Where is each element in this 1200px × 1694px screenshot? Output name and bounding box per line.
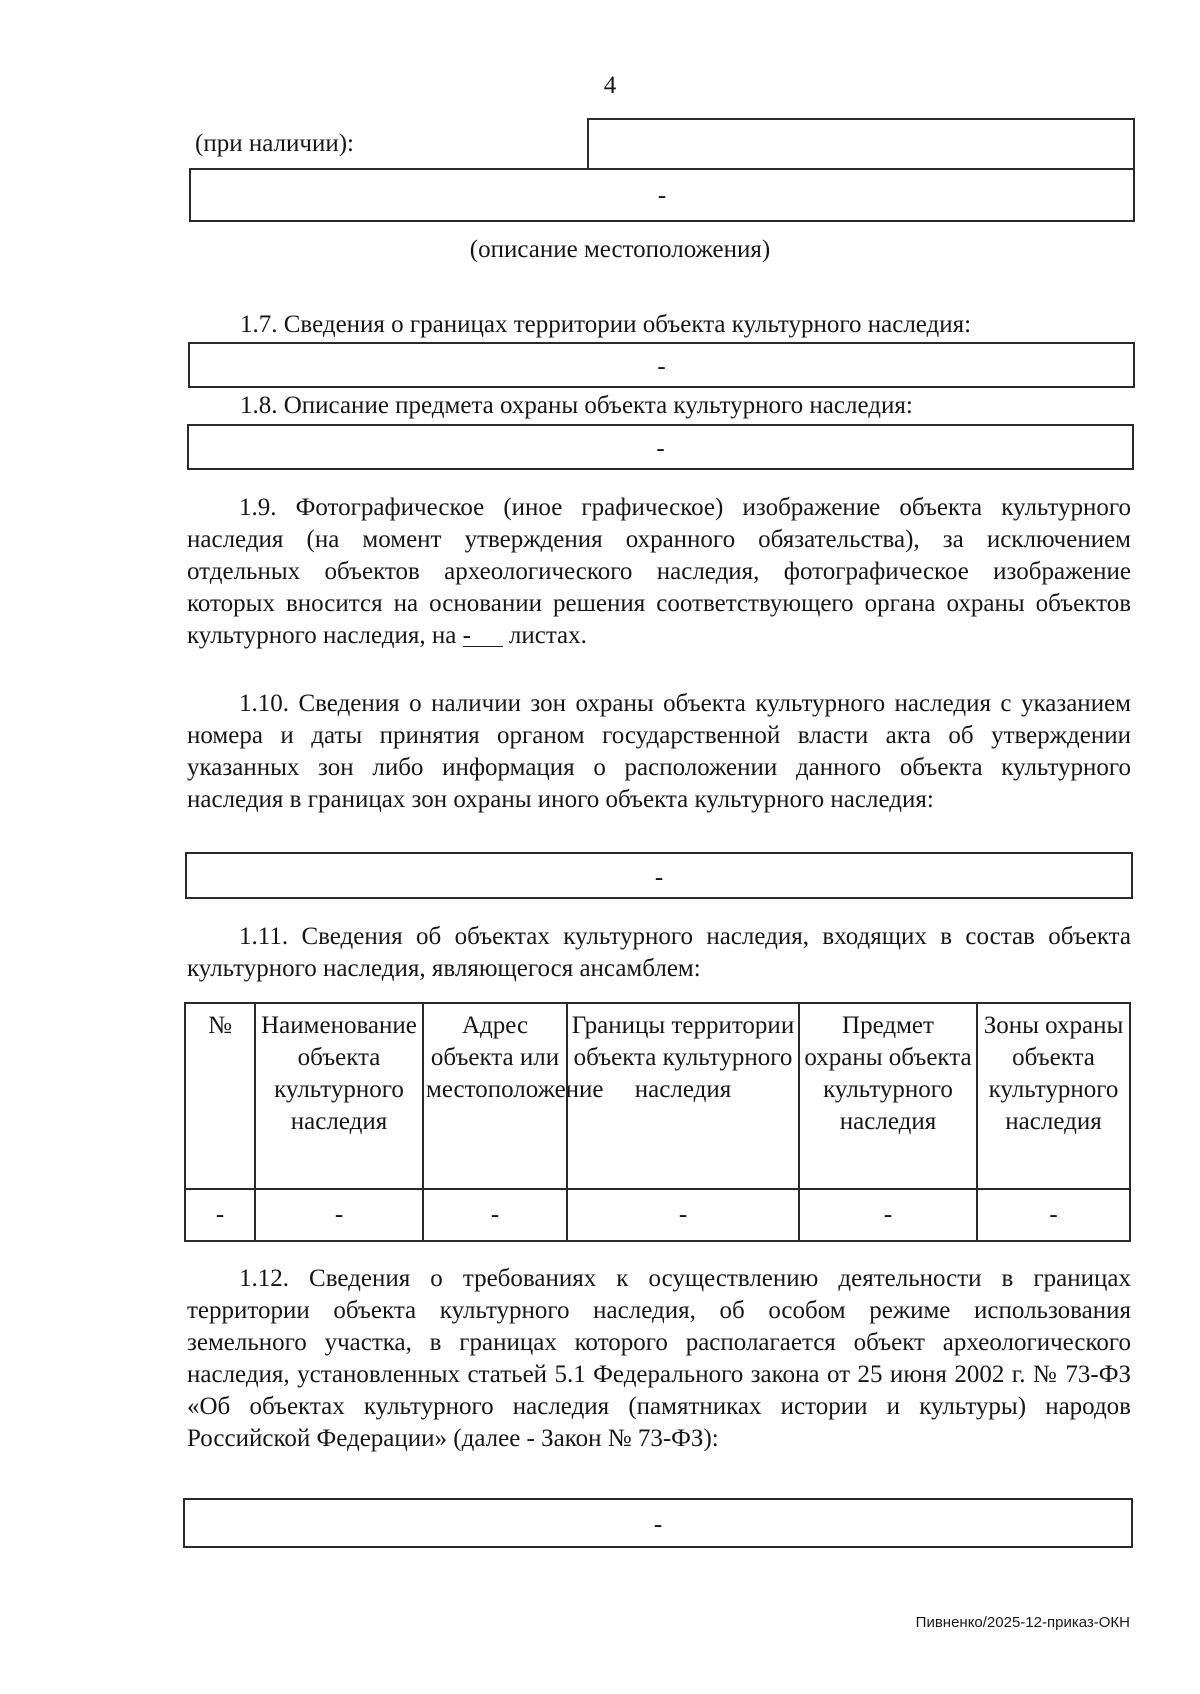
section-1-11-text: 1.11. Сведения об объектах культурного наследия, входящих в состав объекта культурного наследия, являющегося ансамблем: <box>187 923 1131 982</box>
section-1-7-heading: 1.7. Сведения о границах территории объекта культурного наследия: <box>240 311 972 338</box>
location-extra-box <box>587 118 1135 170</box>
location-value: - <box>657 182 667 209</box>
section-1-7-value-box <box>188 342 1135 388</box>
footer-reference: Пивненко/2025-12-приказ-ОКН <box>915 1614 1130 1631</box>
col-header-subject: Предмет охраны объекта культурного наследия <box>799 1003 977 1189</box>
section-1-12-text: 1.12. Сведения о требованиях к осуществлению деятельности в границах территории объекта культурного наследия, об особом режиме использования земельного участка, в границах которого располагается объект археологического наследия, установленных статьей 5.1 Федерального закона от 25 июня 2002 г. № 73-ФЗ «Об объектах культурного наследия (памятниках истории и культуры) народов Российской Федерации» (далее - Закон № 73-ФЗ): <box>187 1265 1131 1452</box>
col-header-address: Адрес объекта или местоположение <box>423 1003 567 1189</box>
section-1-10-value-box <box>185 852 1133 899</box>
section-1-11-paragraph <box>187 921 1131 985</box>
section-1-12-paragraph <box>187 1263 1131 1455</box>
col-header-number: № <box>185 1003 255 1189</box>
location-value-box <box>189 168 1135 222</box>
section-1-10-text: 1.10. Сведения о наличии зон охраны объекта культурного наследия с указанием номера и даты принятия органом государственной власти акта об утверждении указанных зон либо информация о расположении данного объекта культурного наследия в границах зон охраны иного объекта культурного наследия: <box>187 690 1131 813</box>
table-cell: - <box>977 1189 1130 1241</box>
table-cell: - <box>255 1189 423 1241</box>
section-1-8-heading: 1.8. Описание предмета охраны объекта культурного наследия: <box>240 392 913 419</box>
section-1-10-paragraph <box>187 688 1131 816</box>
location-caption: (описание местоположения) <box>469 236 771 263</box>
section-1-8-value-box <box>187 424 1134 470</box>
table-row <box>185 1189 1130 1241</box>
table-cell: - <box>799 1189 977 1241</box>
ensemble-objects-table <box>184 1002 1131 1242</box>
section-1-9-sheets-blank: - <box>463 626 503 647</box>
table-header-row <box>185 1003 1130 1189</box>
page-number: 4 <box>603 72 617 99</box>
location-label: (при наличии): <box>195 130 354 157</box>
section-1-12-value-box <box>183 1498 1133 1548</box>
section-1-12-value: - <box>653 1511 663 1538</box>
section-1-9-paragraph <box>187 492 1131 652</box>
table-cell: - <box>185 1189 255 1241</box>
col-header-name: Наименование объекта культурного наследия <box>255 1003 423 1189</box>
col-header-zones: Зоны охраны объекта культурного наследия <box>977 1003 1130 1189</box>
section-1-7-value: - <box>657 353 666 380</box>
section-1-10-value: - <box>654 864 664 891</box>
col-header-boundaries: Границы территории объекта культурного наследия <box>567 1003 799 1189</box>
table-cell: - <box>567 1189 799 1241</box>
section-1-9-text: 1.9. Фотографическое (иное графическое) изображение объекта культурного наследия (на момент утверждения охранного обязательства), за исключением отдельных объектов археологического наследия, фотографическое изображение которых вносится на основании решения соответствующего органа охраны объектов культурного наследия, на <box>187 494 1131 649</box>
section-1-9-tail: листах. <box>508 622 587 649</box>
section-1-8-value: - <box>656 435 665 462</box>
table-cell: - <box>423 1189 567 1241</box>
